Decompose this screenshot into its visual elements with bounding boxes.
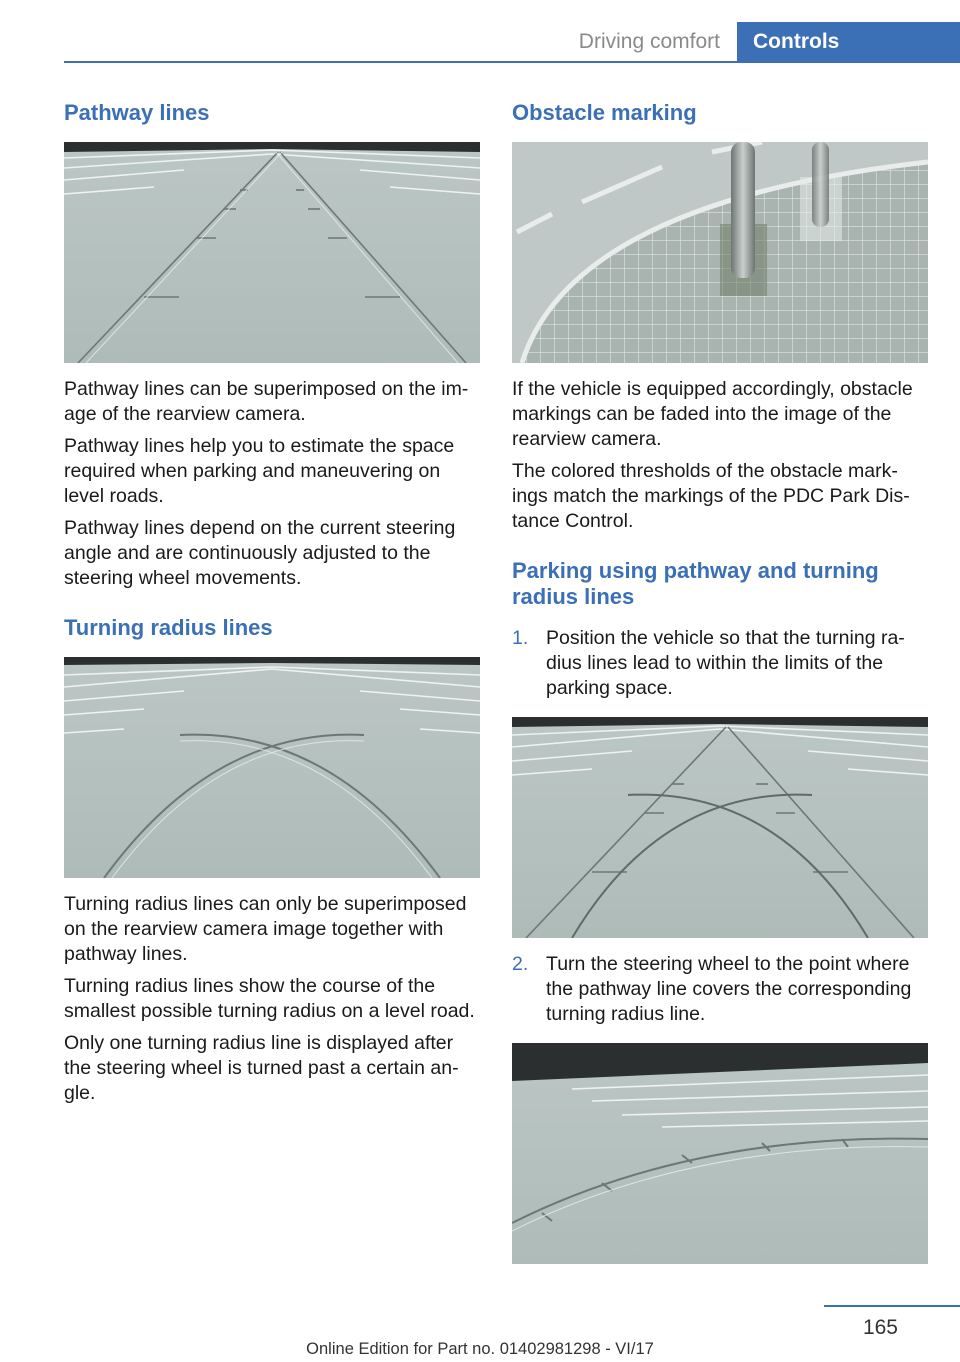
pathway-para-3: Pathway lines depend on the current steering angle and are continuously adjusted to the steering wheel movements. [64, 517, 456, 589]
left-column [64, 100, 480, 1113]
obstacle-para-1: If the vehicle is equipped accordingly, obstacle markings can be faded into the image of the rearview camera. [512, 378, 913, 450]
step-number: 2. [512, 953, 529, 975]
heading-parking-using-lines: Parking using pathway and turning radius lines [512, 558, 879, 609]
step-text: Position the vehicle so that the turning ra-dius lines lead to within the limits of the parking space. [546, 627, 905, 699]
pathway-lines-figure [64, 142, 480, 363]
step-number: 1. [512, 627, 529, 649]
header-rule [64, 61, 960, 63]
header-chapter-tab: Controls [737, 22, 960, 63]
right-column [512, 100, 928, 1264]
page-number: 165 [862, 1316, 898, 1339]
turning-radius-figure [64, 657, 480, 878]
turning-para-1: Turning radius lines can only be superimposed on the rearview camera image together with pathway lines. [64, 893, 467, 965]
obstacle-marking-figure [512, 142, 928, 363]
header-section: Driving comfort [578, 30, 720, 53]
step-text: Turn the steering wheel to the point where the pathway line covers the corresponding turning radius line. [546, 953, 912, 1025]
heading-pathway-lines: Pathway lines [64, 100, 210, 125]
heading-obstacle-marking: Obstacle marking [512, 100, 697, 125]
steering-aligned-figure [512, 1043, 928, 1264]
turning-para-2: Turning radius lines show the course of the smallest possible turning radius on a level road. [64, 975, 475, 1022]
parking-lines-figure [512, 717, 928, 938]
step-2 [512, 952, 928, 1027]
obstacle-para-2: The colored thresholds of the obstacle mark-ings match the markings of the PDC Park Dis-tance Control. [512, 460, 910, 532]
footer-rule [824, 1305, 960, 1307]
step-1 [512, 626, 928, 701]
edition-note: Online Edition for Part no. 01402981298 - VI/17 [306, 1340, 654, 1358]
pathway-para-2: Pathway lines help you to estimate the space required when parking and maneuvering on level roads. [64, 435, 455, 507]
heading-turning-radius-lines: Turning radius lines [64, 615, 273, 640]
pathway-para-1: Pathway lines can be superimposed on the im-age of the rearview camera. [64, 378, 469, 425]
turning-para-3: Only one turning radius line is displayed after the steering wheel is turned past a certain an-gle. [64, 1032, 459, 1104]
